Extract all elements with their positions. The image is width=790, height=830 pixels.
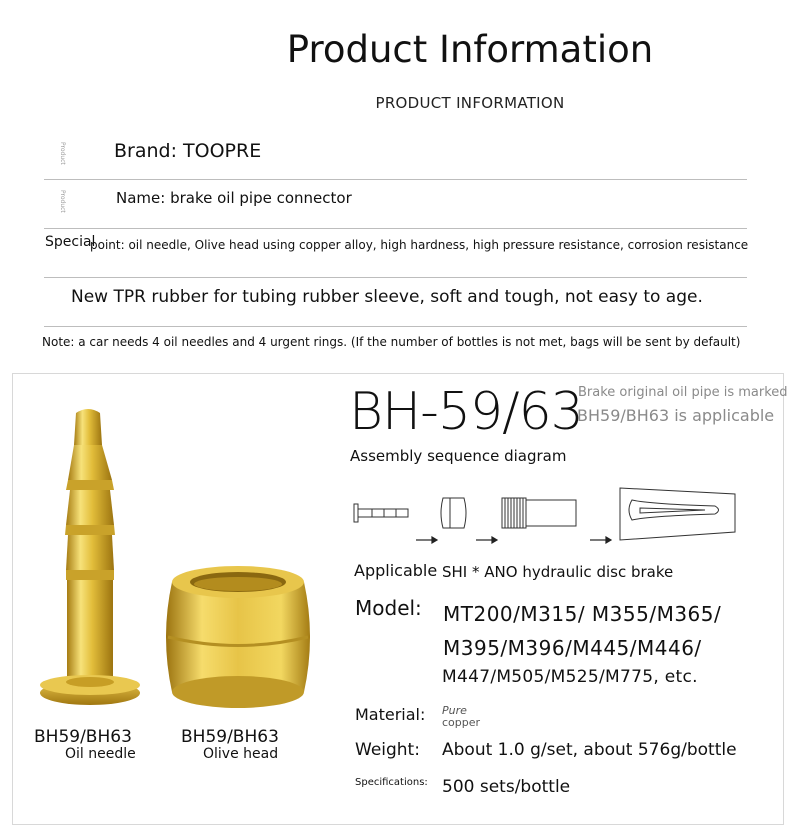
weight-label: Weight: — [355, 740, 420, 760]
olive-code: BH59/BH63 — [181, 727, 279, 747]
olive-head-image — [158, 562, 318, 712]
assembly-title: Assembly sequence diagram — [350, 447, 567, 465]
spec-value: 500 sets/bottle — [442, 777, 571, 797]
tpr-text: New TPR rubber for tubing rubber sleeve, soft and tough, not easy to age. — [71, 287, 703, 307]
marked-line-2: BH59/BH63 is applicable — [577, 406, 775, 425]
spec-label: Specifications: — [355, 777, 428, 788]
weight-value: About 1.0 g/set, about 576g/bottle — [442, 740, 737, 760]
special-text: point: oil needle, Olive head using copper alloy, high hardness, high pressure resistance, corrosion resistance — [90, 238, 749, 252]
page-title: Product Information — [286, 28, 654, 71]
name-text: Name: brake oil pipe connector — [116, 189, 352, 207]
material-value-2: copper — [442, 716, 481, 729]
model-line-1: MT200/M315/ M355/M365/ — [443, 602, 722, 626]
model-line-3: M447/M505/M525/M775, etc. — [442, 667, 698, 687]
olive-name: Olive head — [203, 746, 279, 762]
divider — [44, 228, 747, 229]
material-label: Material: — [355, 705, 426, 724]
applicable-label: Applicable — [354, 561, 438, 580]
marked-line-1: Brake original oil pipe is marked — [578, 385, 788, 400]
material-value-1: Pure — [442, 704, 467, 717]
product-code: BH-59/63 — [349, 382, 583, 442]
page-subtitle: PRODUCT INFORMATION — [375, 94, 565, 112]
needle-name: Oil needle — [65, 746, 136, 762]
divider — [44, 326, 747, 327]
applicable-value: SHI * ANO hydraulic disc brake — [442, 563, 674, 581]
diagram-sleeve — [620, 488, 735, 540]
diagram-olive — [441, 498, 466, 528]
model-label: Model: — [355, 596, 422, 620]
model-line-2: M395/M396/M445/M446/ — [443, 636, 702, 660]
diagram-nut — [502, 498, 576, 528]
divider — [44, 179, 747, 180]
diagram-needle — [354, 504, 408, 522]
divider — [44, 277, 747, 278]
row-side-tag: Product — [59, 142, 66, 165]
special-label: Special — [45, 234, 96, 250]
assembly-diagram — [350, 480, 740, 550]
brand-text: Brand: TOOPRE — [114, 140, 262, 162]
row-side-tag: Product — [59, 190, 66, 213]
note-text: Note: a car needs 4 oil needles and 4 urgent rings. (If the number of bottles is not met, bags will be sent by default) — [42, 335, 741, 349]
needle-code: BH59/BH63 — [34, 727, 132, 747]
oil-needle-image — [30, 405, 150, 710]
